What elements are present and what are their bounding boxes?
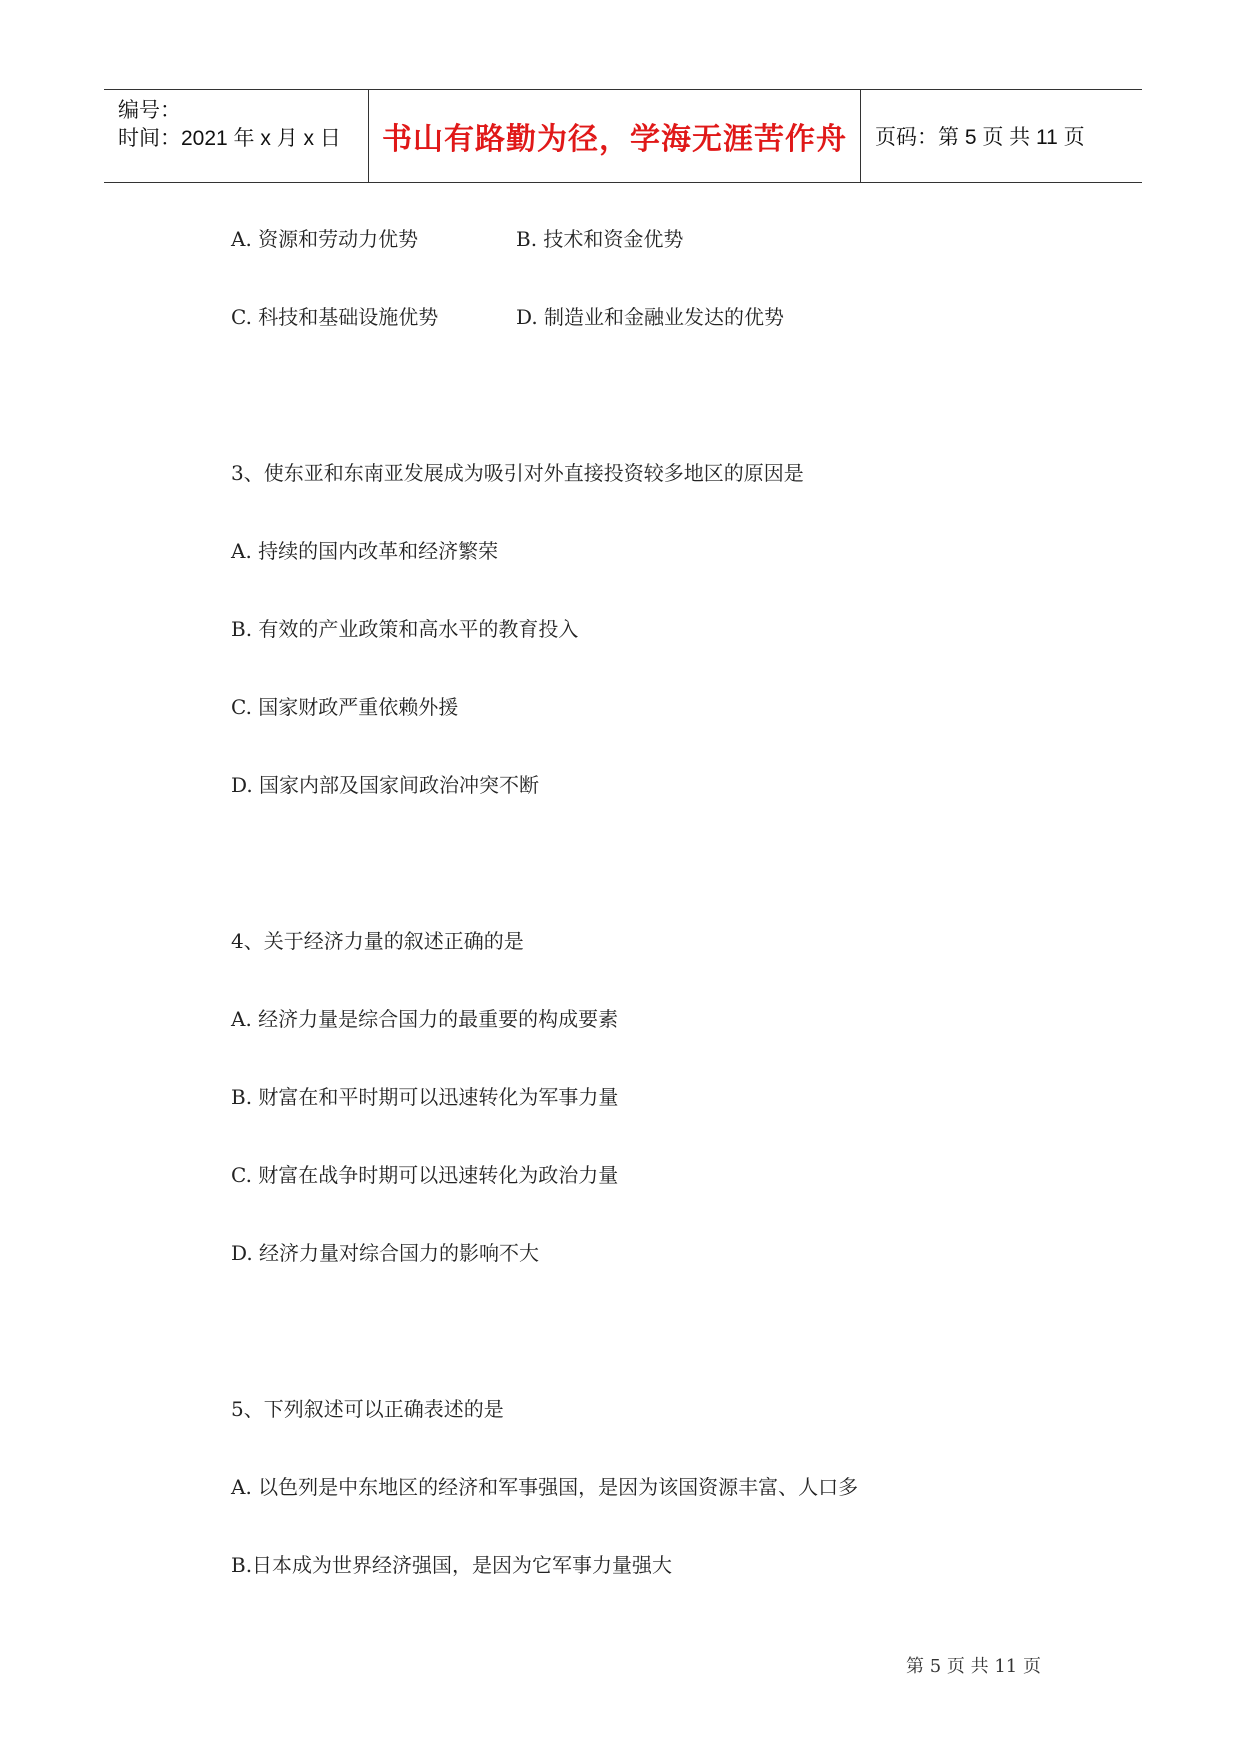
header-motto-cell — [369, 90, 861, 182]
q4-option-c: C. 财富在战争时期可以迅速转化为政治力量 — [231, 1163, 619, 1187]
serial-number-label: 编号： — [118, 99, 181, 122]
q5-option-b: B.日本成为世界经济强国，是因为它军事力量强大 — [231, 1553, 673, 1577]
q4-stem: 4、关于经济力量的叙述正确的是 — [231, 929, 524, 953]
q4-option-d: D. 经济力量对综合国力的影响不大 — [231, 1241, 540, 1265]
motto-text: 书山有路勤为径，学海无涯苦作舟 — [382, 122, 847, 157]
q3-option-b: B. 有效的产业政策和高水平的教育投入 — [231, 617, 579, 641]
q3-stem: 3、使东亚和东南亚发展成为吸引对外直接投资较多地区的原因是 — [231, 461, 804, 485]
q3-option-d: D. 国家内部及国家间政治冲突不断 — [231, 773, 540, 797]
document-header — [104, 89, 1142, 183]
q2-option-b: B. 技术和资金优势 — [516, 227, 684, 251]
q4-option-b: B. 财富在和平时期可以迅速转化为军事力量 — [231, 1085, 619, 1109]
q4-option-a: A. 经济力量是综合国力的最重要的构成要素 — [231, 1007, 619, 1031]
q3-option-c: C. 国家财政严重依赖外援 — [231, 695, 459, 719]
q2-option-d: D. 制造业和金融业发达的优势 — [516, 305, 785, 329]
page-footer: 第 5 页 共 11 页 — [906, 1656, 1041, 1677]
header-page-code: 页码：第 5 页 共 11 页 — [875, 126, 1085, 149]
header-page-cell — [861, 90, 1142, 182]
q2-option-c: C. 科技和基础设施优势 — [231, 305, 439, 329]
header-info-cell — [104, 90, 369, 182]
q5-option-a: A. 以色列是中东地区的经济和军事强国，是因为该国资源丰富、人口多 — [231, 1475, 859, 1499]
date-label: 时间：2021 年 x 月 x 日 — [118, 127, 341, 150]
q5-stem: 5、下列叙述可以正确表述的是 — [231, 1397, 504, 1421]
q3-option-a: A. 持续的国内改革和经济繁荣 — [231, 539, 499, 563]
q2-option-a: A. 资源和劳动力优势 — [231, 227, 419, 251]
